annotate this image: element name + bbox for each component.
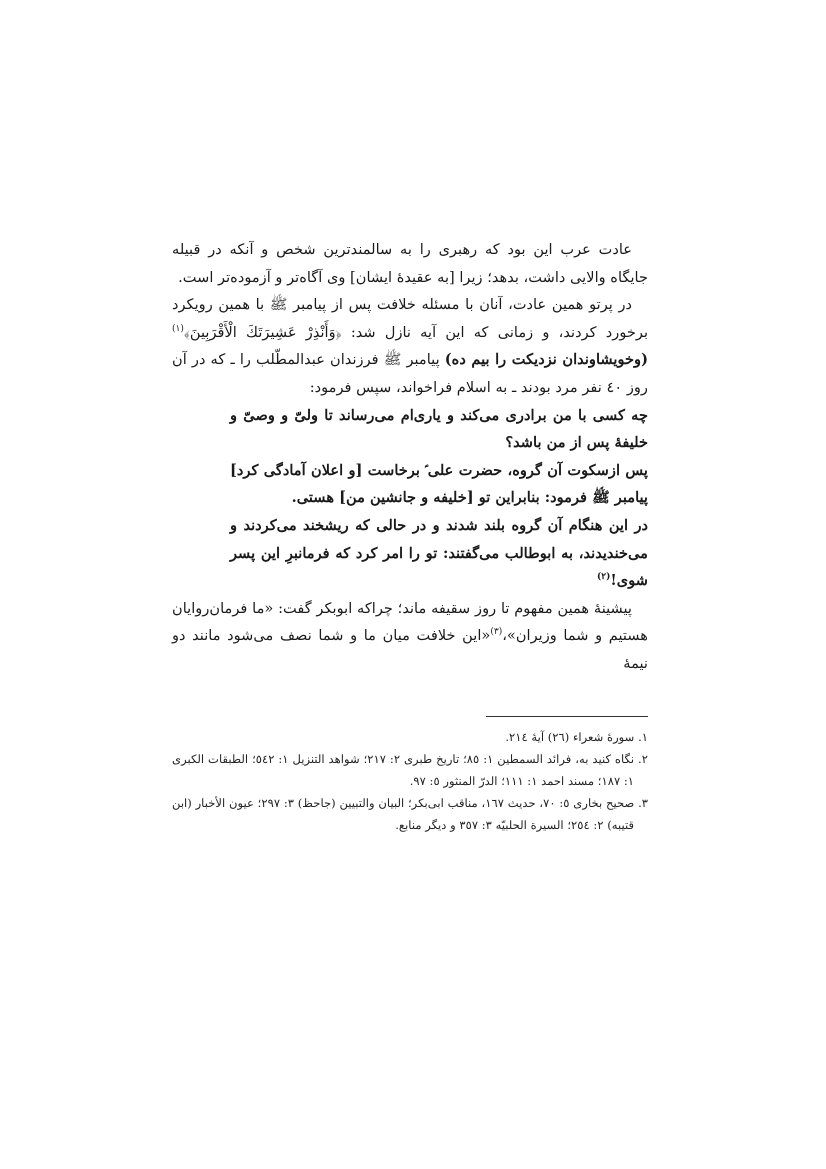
footnote-ref-2: (٢) [597,572,611,583]
footnote-1: ١. سورۀ شعراء (٢٦) آیۀ ٢١٤. [505,730,648,744]
footnote-ref-1: (١) [172,323,184,334]
paragraph-2-continuation: پیامبر ﷺ فرزندان عبدالمطّلب را ـ که در آن روز ٤٠ نفر مرد بودند ـ به اسلام فراخواند، سپس فرمود: [172,351,648,396]
footnote-2: ٢. نگاه کنید به، فرائد السمطین ١: ٨٥؛ تاریخ طبری ٢: ٢١٧؛ شواهد التنزیل ١: ٥٤٢؛ الطبقات الکبری ١: ١٨٧؛ مسند احمد ١: ١١١؛ الدرّ المنثور ٥: ٩٧. [172,752,648,788]
quote-line-3-text: در این هنگام آن گروه بلند شدند و در حالی که ریشخند می‌کردند و می‌خندیدند، به ابوطالب می‌گفتند: تو را امر کرد که فرمانبرِ این پسر شوی! [230,516,648,590]
footnote-divider [486,716,648,717]
hadith-quote [172,402,648,595]
quote-line-3 [230,512,648,595]
footnotes [172,726,648,836]
paragraph-2-text: در پرتو همین عادت، آنان با مسئله خلافت پس از پیامبر ﷺ با همین رویکرد برخورد کردند، و زمانی که این آیه نازل شد: ﴿وَأَنْذِرْ عَشِيرَتَكَ الْأَقْرَبِينَ﴾ [172,296,648,341]
paragraph-3 [172,595,648,678]
main-text [172,236,648,678]
paragraph-3-continuation: «این خلافت میان ما و شما نصف می‌شود مانند دو نیمۀ [172,627,648,672]
paragraph-2 [172,291,648,401]
footnote-ref-3: (٣) [490,627,503,638]
verse-translation: (وخویشاوندان نزدیکت را بیم ده) [444,351,648,369]
quote-line-2: پس ازسکوت آن گروه، حضرت علی ؑ برخاست [و اعلان آمادگی کرد] پیامبر ﷺ فرمود: بنابراین تو [خلیفه و جانشین من] هستی. [230,461,648,507]
paragraph-1: عادت عرب این بود که رهبری را به سالمندترین شخص و آنکه در قبیله جایگاه والایی داشت، بدهد؛ زیرا [به عقیدۀ ایشان] وی آگاه‌تر و آزموده‌تر است. [172,241,648,286]
quote-line-1: چه کسی با من برادری می‌کند و یاری‌ام می‌رساند تا ولیّ و وصیّ و خلیفۀ پس از من باشد؟ [230,406,648,452]
footnote-3: ٣. صحیح بخاری ٥: ٧٠، حدیث ١٦٧، مناقب ابی‌بکر؛ البیان والتبیین (جاحظ) ٣: ٢٩٧؛ عیون الأخبار (ابن قتیبه) ٢: ٢٥٤؛ السیرة الحلبیّه ٣: ٣٥٧ و دیگر منابع. [172,796,649,832]
paragraph-3-text: پیشینۀ همین مفهوم تا روز سقیفه ماند؛ چراکه ابوبکر گفت: «ما فرمان‌روایان هستیم و شما وزیران»، [172,599,648,645]
